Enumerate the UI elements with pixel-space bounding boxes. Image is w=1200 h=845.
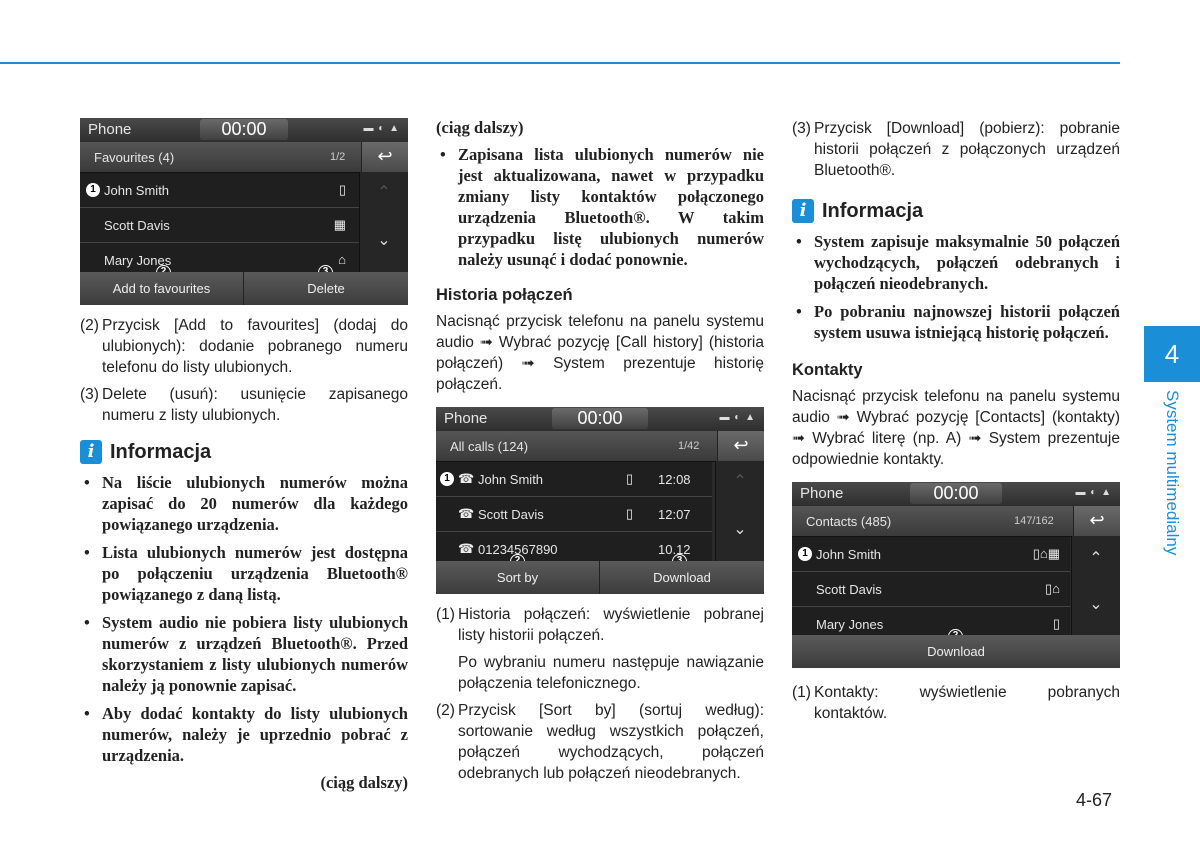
- clock: 00:00: [552, 408, 648, 429]
- call-time: 12:07: [658, 507, 691, 522]
- contact-name: Mary Jones: [816, 617, 884, 632]
- section-text: Nacisnąć przycisk telefonu na panelu systemu audio ➟ Wybrać pozycję [Call history] (historia połączeń) ➟ System prezentuje historię połączeń.: [436, 313, 764, 393]
- contacts-list: [792, 537, 1070, 642]
- page-indicator: 147/162: [1014, 515, 1054, 527]
- contact-name: John Smith: [478, 472, 544, 487]
- list-item[interactable]: [792, 572, 1070, 607]
- delete-button[interactable]: Delete: [307, 281, 345, 296]
- mobile-icon: ▯: [1052, 616, 1060, 631]
- item-number: (3): [80, 386, 99, 403]
- back-icon[interactable]: ↩: [717, 431, 764, 461]
- chevron-down-icon[interactable]: ⌄: [377, 232, 391, 249]
- item-number: (2): [436, 702, 455, 719]
- column-3: [792, 118, 1120, 730]
- chapter-tab: 4: [1144, 326, 1200, 382]
- app-title: Phone: [800, 485, 844, 502]
- description-item: [436, 700, 764, 784]
- button-bar: [80, 272, 408, 305]
- item-text: Przycisk [Sort by] (sortuj według): sortowanie według wszystkich połączeń, połączeń wychodzących, połączeń odebranych lub połączeń nieodebranych.: [458, 702, 764, 782]
- section-title: Historia połączeń: [436, 286, 573, 304]
- item-text: Przycisk [Download] (pobierz): pobranie historii połączeń z połączonych urządzeń Bluetooth®.: [814, 120, 1120, 179]
- status-bar: [792, 482, 1120, 506]
- item-number: (1): [436, 606, 455, 623]
- contact-type-icons: ▯⌂▦: [1032, 546, 1060, 561]
- item-number: (2): [80, 317, 99, 334]
- list-item[interactable]: [80, 208, 360, 243]
- contact-name: Scott Davis: [478, 507, 544, 522]
- contact-name: John Smith: [816, 547, 882, 562]
- home-icon: ⌂: [338, 252, 346, 267]
- chevron-down-icon[interactable]: ⌄: [733, 521, 747, 538]
- mobile-icon: ▯: [626, 506, 634, 521]
- info-bullet: • Zapisana lista ulubionych numerów nie jest aktualizowana, nawet w przypadku zmiany listy kontaktów połączonego urządzenia Bluetooth®. W takim przypadku listę ulubionych numerów należy usunąć i dodać ponownie.: [436, 144, 764, 270]
- callout-1: 1: [440, 472, 454, 486]
- page-number: 4-67: [1076, 790, 1113, 810]
- status-icons: ▬ ◐ ▲: [363, 123, 400, 134]
- info-bullet: • Po pobraniu najnowszej historii połączeń system usuwa istniejącą historię połączeń.: [792, 301, 1120, 343]
- clock: 00:00: [910, 483, 1002, 504]
- callout-1: 1: [798, 547, 812, 561]
- info-heading: [792, 199, 1120, 223]
- list-item[interactable]: [436, 462, 712, 497]
- list-item[interactable]: [80, 173, 360, 208]
- page-indicator: 1/42: [678, 440, 700, 452]
- contact-number: 01234567890: [478, 542, 558, 557]
- column-2: [436, 118, 764, 790]
- status-icons: ▬ ◐ ▲: [719, 412, 756, 423]
- column-1: [80, 118, 408, 793]
- info-bullet: • Aby dodać kontakty do listy ulubionych numerów, należy je uprzednio pobrać z urządzenia.: [80, 703, 408, 766]
- scroll-panel[interactable]: [715, 461, 764, 561]
- description-item: [436, 604, 764, 646]
- chevron-up-icon[interactable]: ⌃: [733, 473, 747, 490]
- button-bar: [792, 635, 1120, 668]
- section-title: Kontakty: [792, 361, 863, 379]
- favourites-screen: [80, 118, 408, 305]
- chevron-up-icon[interactable]: ⌃: [1089, 550, 1103, 567]
- list-header: [80, 142, 408, 173]
- description-item: [792, 682, 1120, 724]
- chevron-down-icon[interactable]: ⌄: [1089, 596, 1103, 613]
- clock: 00:00: [200, 119, 288, 140]
- sort-by-button[interactable]: Sort by: [496, 570, 539, 585]
- office-icon: ▦: [333, 217, 346, 232]
- scroll-panel[interactable]: [1071, 536, 1120, 636]
- contact-name: Mary Jones: [104, 253, 172, 268]
- download-button[interactable]: Download: [927, 644, 985, 659]
- top-rule: [0, 62, 1120, 64]
- mobile-icon: ▯: [626, 471, 634, 486]
- list-item[interactable]: [436, 497, 712, 532]
- item-text: Historia połączeń: wyświetlenie pobranej listy historii połączeń.: [458, 606, 764, 644]
- info-icon: i: [792, 199, 814, 223]
- description-item: [80, 315, 408, 378]
- app-title: Phone: [88, 121, 132, 138]
- info-title: Informacja: [110, 440, 212, 463]
- list-title: Contacts (485): [806, 514, 892, 529]
- contact-name: John Smith: [104, 183, 170, 198]
- info-icon: i: [80, 440, 102, 464]
- chapter-title-wrap: [1148, 390, 1196, 570]
- description-item: Po wybraniu numeru następuje nawiązanie połączenia telefonicznego.: [458, 654, 764, 692]
- back-icon[interactable]: ↩: [1073, 506, 1120, 536]
- app-title: Phone: [444, 410, 488, 427]
- section-text: Nacisnąć przycisk telefonu na panelu systemu audio ➟ Wybrać pozycję [Contacts] (kontakty) ➟ Wybrać literę (np. A) ➟ System prezentuje odpowiednie kontakty.: [792, 388, 1120, 468]
- call-icon: ☎: [458, 541, 475, 556]
- info-heading: [80, 440, 408, 464]
- continued-note: (ciąg dalszy): [436, 118, 524, 137]
- download-button[interactable]: Download: [653, 570, 711, 585]
- info-bullet: • Na liście ulubionych numerów można zapisać do 20 numerów dla każdego powiązanego urządzenia.: [80, 472, 408, 535]
- item-number: (1): [792, 684, 811, 701]
- button-bar: [436, 561, 764, 594]
- description-item: [80, 384, 408, 426]
- favourites-list: [80, 173, 360, 278]
- item-number: (3): [792, 120, 811, 137]
- info-bullet: • Lista ulubionych numerów jest dostępna po połączeniu urządzenia Bluetooth® powiązanego z daną listą.: [80, 542, 408, 605]
- list-title: Favourites (4): [94, 150, 175, 165]
- item-text: Kontakty: wyświetlenie pobranych kontaktów.: [814, 684, 1120, 722]
- callout-1: 1: [86, 183, 100, 197]
- contacts-screen: [792, 482, 1120, 668]
- info-bullet: • System audio nie pobiera listy ulubionych numerów z urządzeń Bluetooth®. Przed skorzystaniem z listy ulubionych numerów należy ją ponownie zapisać.: [80, 612, 408, 696]
- info-bullet: • System zapisuje maksymalnie 50 połączeń wychodzących, połączeń odebranych i połączeń nieodebranych.: [792, 231, 1120, 294]
- list-title: All calls (124): [450, 439, 529, 454]
- back-icon[interactable]: ↩: [361, 142, 408, 172]
- page-indicator: 1/2: [330, 151, 346, 163]
- chevron-up-icon[interactable]: ⌃: [377, 184, 391, 201]
- list-header: [436, 431, 764, 462]
- call-history-screen: [436, 407, 764, 594]
- mobile-icon: ▯: [338, 182, 346, 197]
- status-bar: [436, 407, 764, 431]
- item-text: Przycisk [Add to favourites] (dodaj do ulubionych): dodanie pobranego numeru telefonu do listy ulubionych.: [102, 317, 408, 376]
- item-text: Delete (usuń): usunięcie zapisanego numeru z listy ulubionych.: [102, 386, 408, 424]
- chapter-title: System multimedialny: [1163, 390, 1182, 556]
- list-item[interactable]: [792, 537, 1070, 572]
- status-bar: [80, 118, 408, 142]
- call-icon: ☎: [458, 506, 475, 521]
- contact-name: Scott Davis: [104, 218, 170, 233]
- info-title: Informacja: [822, 199, 924, 222]
- call-history-list: [436, 462, 712, 567]
- description-item: [792, 118, 1120, 181]
- status-icons: ▬ ◐ ▲: [1075, 487, 1112, 498]
- continued-note: (ciąg dalszy): [320, 773, 408, 792]
- call-time: 10.12: [658, 542, 691, 557]
- list-header: [792, 506, 1120, 537]
- contact-name: Scott Davis: [816, 582, 882, 597]
- scroll-panel[interactable]: [359, 172, 408, 272]
- add-to-favourites-button[interactable]: Add to favourites: [112, 281, 211, 296]
- call-time: 12:08: [658, 472, 691, 487]
- contact-type-icons: ▯⌂: [1044, 581, 1060, 596]
- call-icon: ☎: [458, 471, 475, 486]
